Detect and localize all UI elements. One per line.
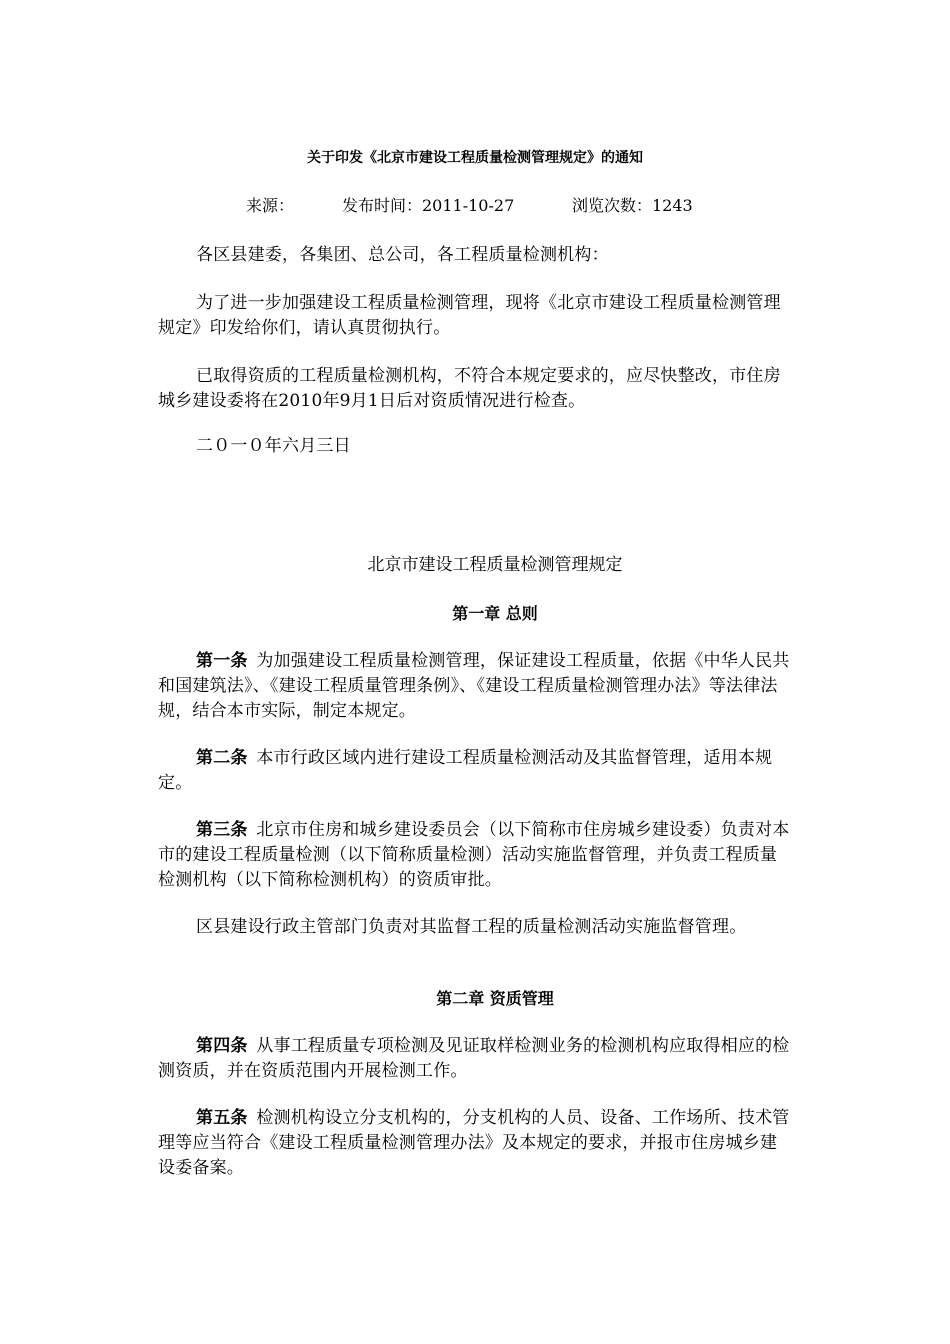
article-4-label: 第四条 [196, 1036, 248, 1056]
notice-salutation: 各区县建委，各集团、总公司，各工程质量检测机构： [196, 245, 609, 265]
meta-views: 浏览次数：1243 [572, 196, 693, 215]
meta-publish-time: 发布时间：2011-10-27 [342, 196, 515, 215]
notice-body-1: 为了进一步加强建设工程质量检测管理，现将《北京市建设工程质量检测管理规定》印发给你们，请认真贯彻执行。 [158, 293, 781, 338]
article-1-text: 为加强建设工程质量检测管理，保证建设工程质量，依据《中华人民共和国建筑法》、《建设工程质量管理条例》、《建设工程质量检测管理办法》等法律法规，结合本市实际，制定本规定。 [158, 651, 790, 721]
article-2-text: 本市行政区域内进行建设工程质量检测活动及其监督管理，适用本规定。 [158, 748, 773, 793]
article-3-label: 第三条 [196, 820, 248, 840]
notice-meta [246, 195, 693, 217]
article-5-label: 第五条 [196, 1108, 248, 1128]
notice-title: 关于印发《北京市建设工程质量检测管理规定》的通知 [307, 150, 643, 166]
article-3-text: 北京市住房和城乡建设委员会（以下简称市住房城乡建设委）负责对本市的建设工程质量检测（以下简称质量检测）活动实施监督管理，并负责工程质量检测机构（以下简称检测机构）的资质审批。 [158, 820, 790, 890]
article-4 [158, 1034, 792, 1084]
notice-body-2: 已取得资质的工程质量检测机构，不符合本规定要求的，应尽快整改，市住房城乡建设委将在2010年9月1日后对资质情况进行检查。 [158, 366, 781, 411]
article-5 [158, 1106, 792, 1181]
article-2-label: 第二条 [196, 748, 248, 768]
regulation-title: 北京市建设工程质量检测管理规定 [367, 555, 623, 575]
notice-date: 二０一０年六月三日 [196, 436, 351, 456]
article-3 [158, 818, 792, 893]
article-2 [158, 746, 792, 796]
article-1 [158, 649, 792, 724]
article-1-label: 第一条 [196, 651, 248, 671]
article-3-para-2: 区县建设行政主管部门负责对其监督工程的质量检测活动实施监督管理。 [196, 917, 747, 937]
chapter-2-heading: 第二章 资质管理 [436, 989, 554, 1008]
article-5-text: 检测机构设立分支机构的，分支机构的人员、设备、工作场所、技术管理等应当符合《建设工程质量检测管理办法》及本规定的要求，并报市住房城乡建设委备案。 [158, 1108, 790, 1178]
article-4-text: 从事工程质量专项检测及见证取样检测业务的检测机构应取得相应的检测资质，并在资质范围内开展检测工作。 [158, 1036, 790, 1081]
chapter-1-heading: 第一章 总则 [452, 604, 538, 623]
meta-source: 来源： [246, 196, 295, 215]
